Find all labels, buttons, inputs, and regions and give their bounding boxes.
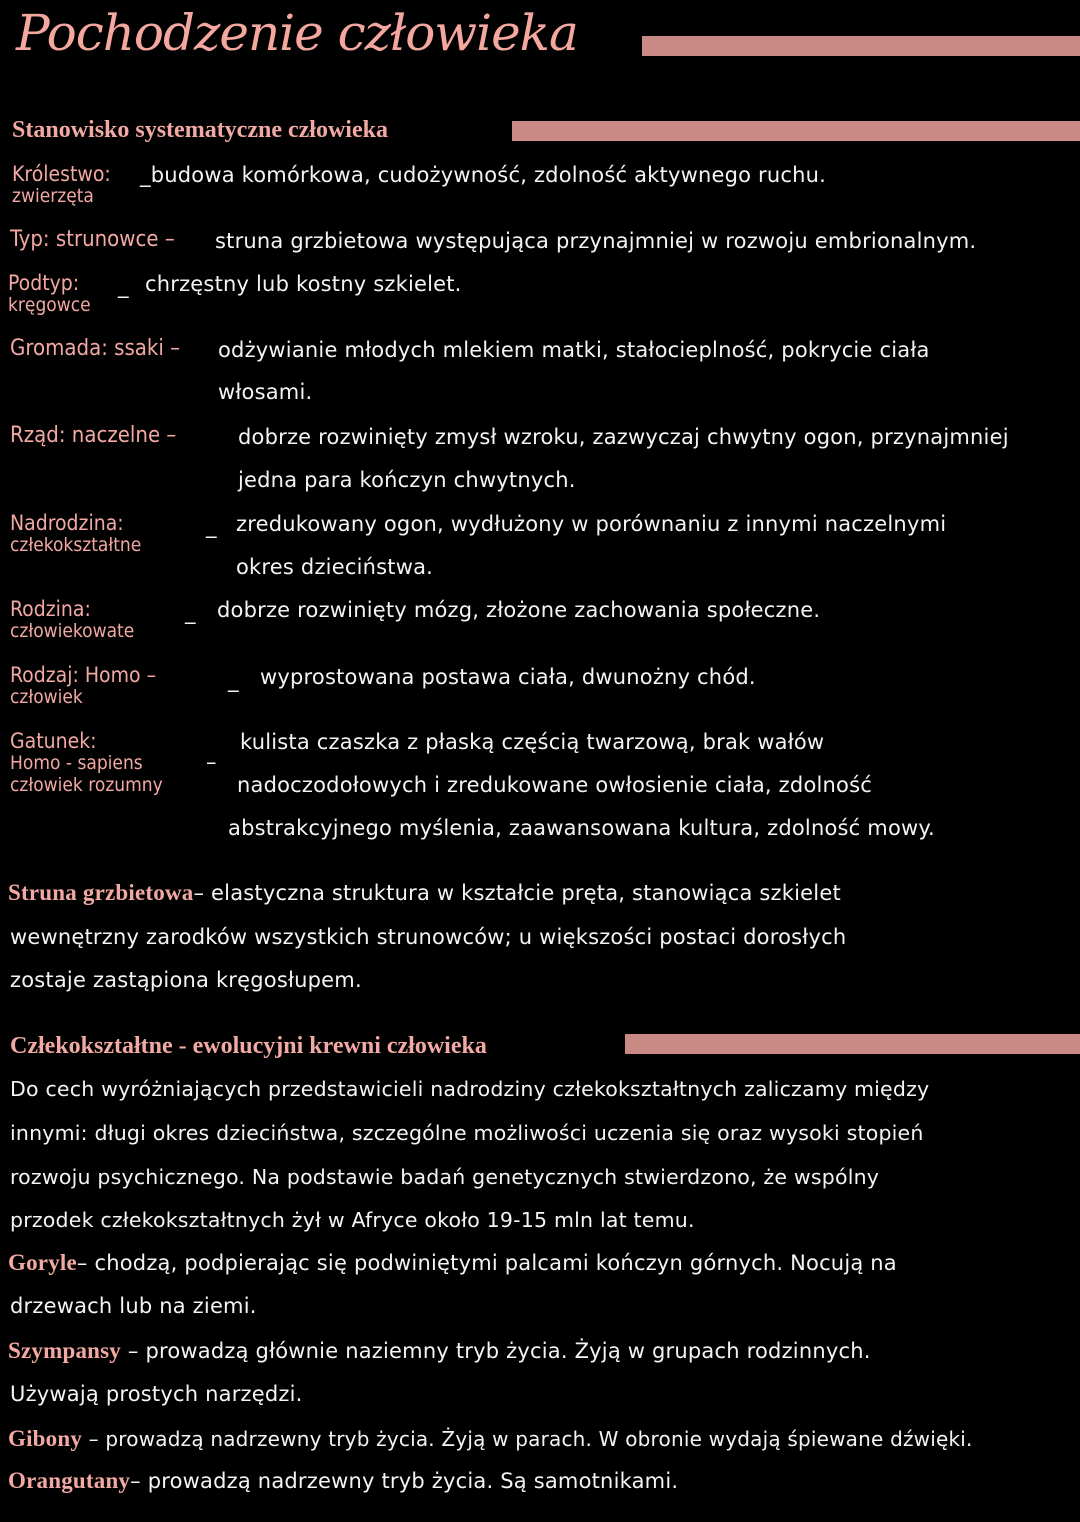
taxon-description: kulista czaszka z płaską częścią twarzową, brak wałów xyxy=(240,730,825,754)
ape-entry-gibony: Gibony – prowadzą nadrzewny tryb życia. Żyją w parach. W obronie wydają śpiewane dźwięki. xyxy=(8,1426,973,1451)
dash: _ xyxy=(118,274,129,298)
dash: _ xyxy=(228,668,239,692)
taxon-label: Rząd: naczelne – xyxy=(10,423,177,448)
ape-entry-line: Używają prostych narzędzi. xyxy=(10,1382,303,1406)
ape-entry-line: drzewach lub na ziemi. xyxy=(10,1294,257,1318)
taxon-description: dobrze rozwinięty mózg, złożone zachowania społeczne. xyxy=(217,598,821,622)
section-divider-bar xyxy=(512,121,1080,141)
intro-line: rozwoju psychicznego. Na podstawie badań genetycznych stwierdzono, że wspólny xyxy=(10,1165,880,1189)
section-divider-bar xyxy=(625,1034,1080,1054)
taxon-label: Podtyp: kręgowce xyxy=(8,271,91,316)
taxon-description: włosami. xyxy=(218,380,313,404)
page-title: Pochodzenie człowieka xyxy=(16,4,578,62)
dash: _ xyxy=(206,514,217,538)
taxon-label: Gromada: ssaki – xyxy=(10,336,181,361)
ape-entry-szympansy: Szympansy – prowadzą głównie naziemny tryb życia. Żyją w grupach rodzinnych. xyxy=(8,1338,871,1363)
taxon-description: dobrze rozwinięty zmysł wzroku, zazwyczaj chwytny ogon, przynajmniej xyxy=(238,425,1009,449)
taxon-description: wyprostowana postawa ciała, dwunożny chód. xyxy=(260,665,756,689)
intro-line: Do cech wyróżniających przedstawicieli nadrodziny człekokształtnych zaliczamy między xyxy=(10,1077,930,1101)
taxon-description: zredukowany ogon, wydłużony w porównaniu z innymi naczelnymi xyxy=(236,512,947,536)
dash: – xyxy=(206,750,217,774)
taxon-label: Nadrodzina: człekokształtne xyxy=(10,511,142,556)
taxon-description: chrzęstny lub kostny szkielet. xyxy=(145,272,462,296)
title-divider-bar xyxy=(642,36,1080,56)
taxon-label: Gatunek: Homo - sapiens człowiek rozumny xyxy=(10,729,163,796)
taxon-description: struna grzbietowa występująca przynajmniej w rozwoju embrionalnym. xyxy=(215,229,977,253)
taxon-description: odżywianie młodych mlekiem matki, stałocieplność, pokrycie ciała xyxy=(218,338,930,362)
taxon-description: abstrakcyjnego myślenia, zaawansowana kultura, zdolność mowy. xyxy=(228,816,935,840)
taxon-label: Rodzina: człowiekowate xyxy=(10,597,135,642)
dash: _ xyxy=(185,600,196,624)
taxon-label: Królestwo: zwierzęta xyxy=(12,162,111,207)
taxon-description: jedna para kończyn chwytnych. xyxy=(238,468,576,492)
intro-line: przodek człekokształtnych żył w Afryce około 19-15 mln lat temu. xyxy=(10,1208,695,1232)
taxon-label: Typ: strunowce – xyxy=(10,227,175,252)
notochord-definition-line: wewnętrzny zarodków wszystkich strunowców; u większości postaci dorosłych xyxy=(10,925,847,949)
taxon-description: _budowa komórkowa, cudożywność, zdolność aktywnego ruchu. xyxy=(140,163,827,187)
section-heading-systematics: Stanowisko systematyczne człowieka xyxy=(12,117,388,143)
intro-line: innymi: długi okres dzieciństwa, szczególne możliwości uczenia się oraz wysoki stopień xyxy=(10,1121,924,1145)
ape-entry-goryle: Goryle– chodzą, podpierając się podwiniętymi palcami kończyn górnych. Nocują na xyxy=(8,1250,897,1275)
section-heading-apes: Człekokształtne - ewolucyjni krewni człowieka xyxy=(10,1033,487,1059)
taxon-description: nadoczodołowych i zredukowane owłosienie ciała, zdolność xyxy=(237,773,872,797)
ape-entry-orangutany: Orangutany– prowadzą nadrzewny tryb życia. Są samotnikami. xyxy=(8,1468,679,1493)
taxon-description: okres dzieciństwa. xyxy=(236,555,434,579)
notochord-definition: Struna grzbietowa– elastyczna struktura w kształcie pręta, stanowiąca szkielet xyxy=(8,880,841,905)
taxon-label: Rodzaj: Homo – człowiek xyxy=(10,663,157,708)
notochord-definition-line: zostaje zastąpiona kręgosłupem. xyxy=(10,968,362,992)
